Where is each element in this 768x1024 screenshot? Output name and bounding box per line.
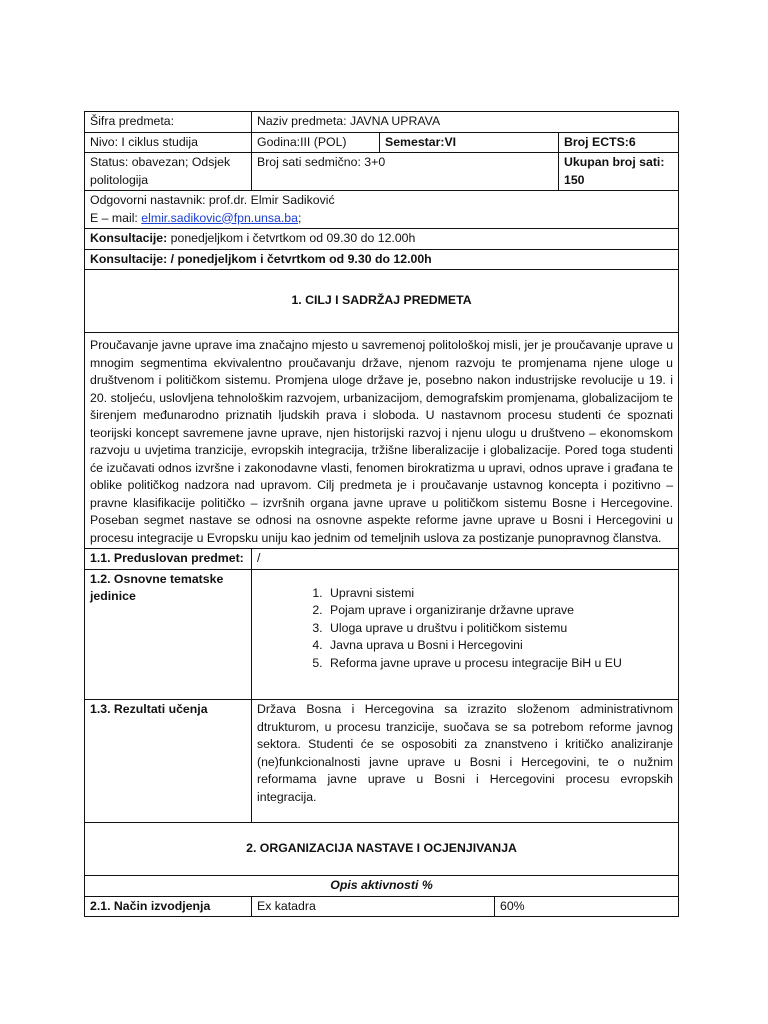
thematic-units-list: [257, 585, 673, 673]
study-year: Godina:III (POL): [252, 132, 380, 153]
row-level: [85, 132, 679, 153]
row-activity-header: [85, 876, 679, 897]
row-prerequisite: [85, 549, 679, 570]
teacher-email-line: [90, 210, 673, 228]
list-item: 5. Reforma javne uprave u procesu integracije BiH u EU: [326, 655, 673, 673]
delivery-method-value: Ex katadra: [252, 896, 495, 917]
email-label: E – mail:: [90, 210, 142, 225]
prerequisite-value: /: [252, 549, 679, 570]
list-item: 1. Upravni sistemi: [326, 585, 673, 603]
learning-outcomes-label: 1.3. Rezultati učenja: [85, 700, 252, 823]
course-code-label: Šifra predmeta:: [85, 112, 252, 133]
list-item: 3. Uloga uprave u društvu i političkom sistemu: [326, 620, 673, 638]
row-learning-outcomes: [85, 700, 679, 823]
list-item: 2. Pojam uprave i organiziranje državne uprave: [326, 602, 673, 620]
row-section-2-title: [85, 823, 679, 876]
row-section-1-body: [85, 333, 679, 549]
course-status: Status: obavezan; Odsjek politologija: [85, 153, 252, 191]
row-course-id: [85, 112, 679, 133]
thematic-units-label: 1.2. Osnovne tematske jedinice: [85, 569, 252, 700]
syllabus-table: [84, 111, 679, 917]
section-1-title: 1. CILJ I SADRŽAJ PREDMETA: [85, 270, 679, 333]
syllabus-document: [84, 111, 678, 917]
semester: Semestar:VI: [380, 132, 559, 153]
row-consultations-2: [85, 249, 679, 270]
row-section-1-title: [85, 270, 679, 333]
row-teacher: [85, 191, 679, 229]
row-consultations-1: [85, 229, 679, 250]
study-level: Nivo: I ciklus studija: [85, 132, 252, 153]
row-delivery-method: [85, 896, 679, 917]
section-2-title: 2. ORGANIZACIJA NASTAVE I OCJENJIVANJA: [85, 823, 679, 876]
consultations-text: ponedjeljkom i četvrtkom od 09.30 do 12.00h: [167, 231, 416, 245]
total-hours: Ukupan broj sati: 150: [559, 153, 679, 191]
course-name: Naziv predmeta: JAVNA UPRAVA: [252, 112, 679, 133]
email-suffix: ;: [297, 210, 302, 225]
delivery-method-percent: 60%: [495, 896, 679, 917]
consultations-2: Konsultacije: / ponedjeljkom i četvrtkom od 9.30 do 12.00h: [85, 249, 679, 270]
learning-outcomes-text: Država Bosna i Hercegovina sa izrazito složenom administrativnom dtrukturom, u procesu tranzicije, suočava se sa potrebom reforme javnog sektora. Studenti će se osposobiti za znanstveno i kritičko analiziranje (ne)funkcionalnosti javne uprave u Bosni i Hercegovini, te o nužnim reformama javne uprave u Bosni i Hercegovini procesu evropskih integracija.: [252, 700, 679, 823]
list-item: 4. Javna uprava u Bosni i Hercegovini: [326, 637, 673, 655]
ects-credits: Broj ECTS:6: [559, 132, 679, 153]
email-link[interactable]: elmir.sadikovic@fpn.unsa.ba: [141, 210, 298, 225]
delivery-method-label: 2.1. Način izvodjenja: [85, 896, 252, 917]
section-1-body: Proučavanje javne uprave ima značajno mjesto u savremenoj politološkoj misli, jer je proučavanje uprave u mnogim segmentima ekvivalentno proučavanju države, njenom razvoju te promjenama njene uloge u društvenom i političkom sistemu. Promjena uloge države je, posebno nakon industrijske revolucije u 19. i 20. stoljeću, uslovljena tehnološkim razvojem, urbanizacijom, demografskim promjenama, globalizacijom te širenjem međunarodno priznatih ljudskih prava i sloboda. U nastavnom procesu studenti će spoznati teorijski koncept savremene javne uprave, njen historijski razvoj i njenu ulogu u društveno – ekonomskom razvoju u uvjetima tranzicije, evropskih integracija, tržišne liberalizacije i globalizacije. Pored toga studenti će izučavati odnos izvršne i zakonodavne vlasti, fenomen birokratizma u upravi, odnos uprave i građana te oblike političkog nadzora nad upravom. Cilj predmeta je i proučavanje ustavnog koncepta i pozitivno – pravne klasifikacije političko – izvršnih organa javne uprave u političkom sistemu Bosne i Hercegovine. Poseban segmet nastave se odnosi na osnovne aspekte reforme javne uprave u Bosni i Hercegovini u procesu integracije u Evropsku uniju kao jednim od temeljnih uslova za postizanje punopravnog članstva.: [85, 333, 679, 549]
weekly-hours: Broj sati sedmično: 3+0: [252, 153, 559, 191]
prerequisite-label: 1.1. Preduslovan predmet:: [85, 549, 252, 570]
consultations-1: [85, 229, 679, 250]
row-status: [85, 153, 679, 191]
activity-description-header: Opis aktivnosti %: [85, 876, 679, 897]
teacher-name: Odgovorni nastavnik: prof.dr. Elmir Sadiković: [90, 193, 335, 207]
consultations-label: Konsultacije:: [90, 231, 168, 245]
row-thematic-units: [85, 569, 679, 700]
